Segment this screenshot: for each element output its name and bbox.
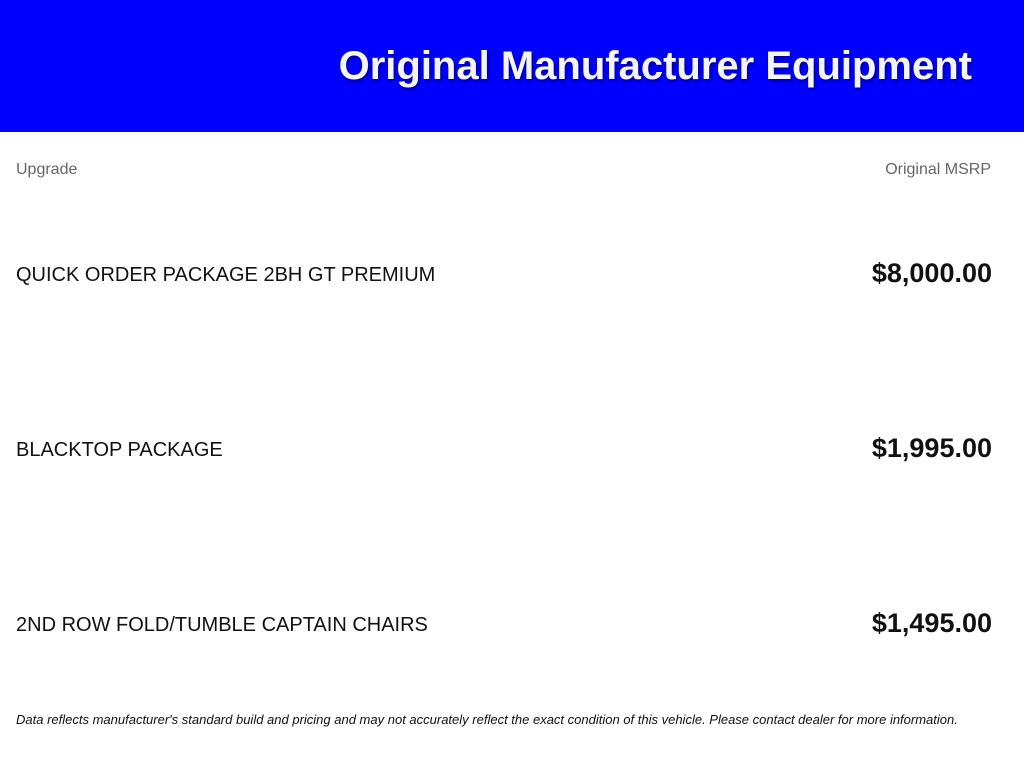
upgrade-name: 2ND ROW FOLD/TUMBLE CAPTAIN CHAIRS bbox=[16, 614, 428, 636]
upgrade-row bbox=[0, 603, 1024, 643]
upgrade-price: $8,000.00 bbox=[871, 258, 992, 288]
column-header-msrp: Original MSRP bbox=[885, 161, 991, 178]
disclaimer-text: Data reflects manufacturer's standard build and pricing and may not accurately reflect the exact condition of this vehicle. Please contact dealer for more information. bbox=[16, 712, 958, 727]
upgrade-name: QUICK ORDER PACKAGE 2BH GT PREMIUM bbox=[16, 264, 436, 286]
upgrade-name: BLACKTOP PACKAGE bbox=[16, 439, 223, 461]
upgrade-price: $1,495.00 bbox=[871, 608, 992, 638]
upgrade-price: $1,995.00 bbox=[871, 433, 992, 463]
column-header-upgrade: Upgrade bbox=[16, 161, 78, 178]
header-banner bbox=[0, 0, 1024, 132]
upgrade-row bbox=[0, 253, 1024, 293]
page-title: Original Manufacturer Equipment bbox=[338, 44, 972, 88]
upgrade-row bbox=[0, 428, 1024, 468]
